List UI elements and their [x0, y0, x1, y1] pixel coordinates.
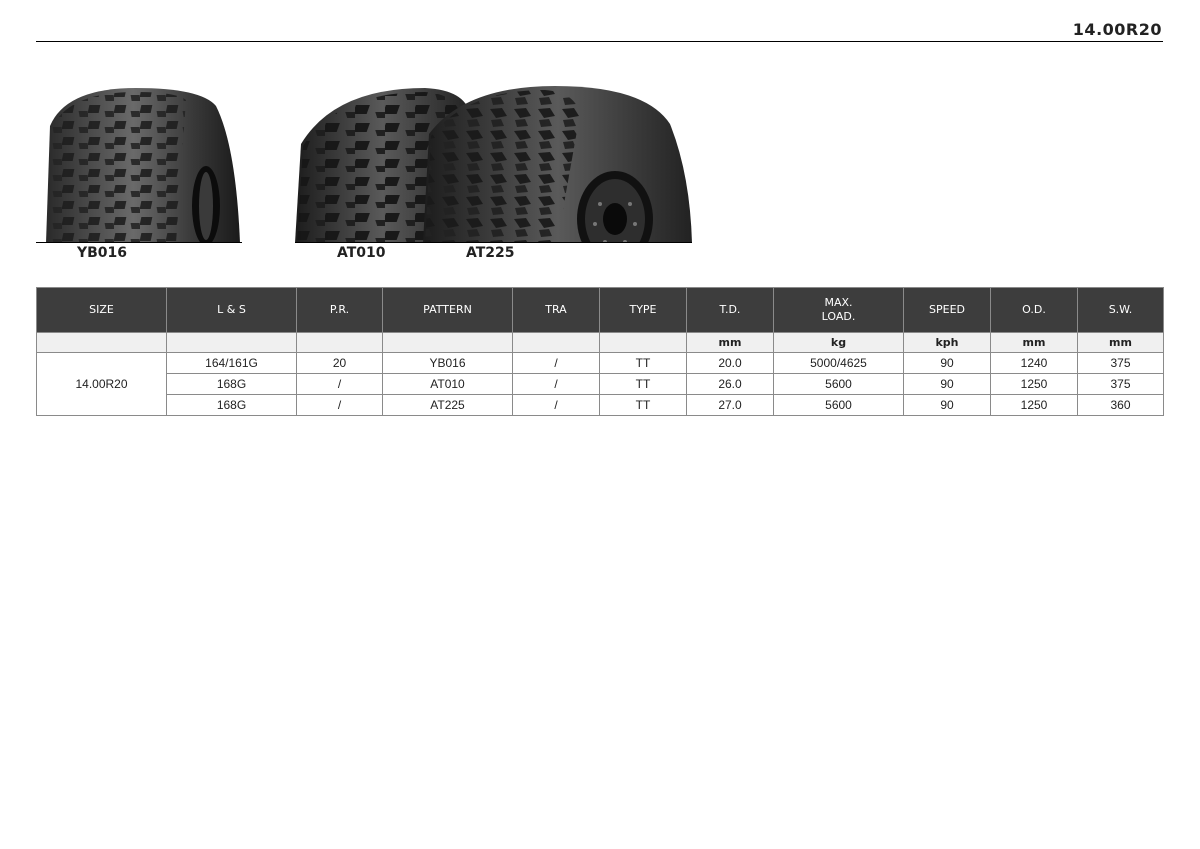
- table-cell: /: [297, 395, 383, 416]
- table-row: [37, 374, 1164, 395]
- spec-table: [36, 287, 1164, 416]
- table-cell: TT: [600, 374, 687, 395]
- table-cell: 90: [904, 395, 991, 416]
- table-row: [37, 353, 1164, 374]
- table-cell: /: [297, 374, 383, 395]
- unit-cell: [37, 333, 167, 353]
- table-cell: 20: [297, 353, 383, 374]
- table-cell: 20.0: [687, 353, 774, 374]
- table-cell: 164/161G: [167, 353, 297, 374]
- header-overall-diameter: O.D.: [991, 288, 1078, 333]
- unit-cell: mm: [687, 333, 774, 353]
- table-cell: 1250: [991, 374, 1078, 395]
- header-load-speed: L & S: [167, 288, 297, 333]
- header-max-load: MAX. LOAD.: [774, 288, 904, 333]
- tire-image-yb016: [36, 86, 242, 243]
- ground-line-at: [295, 242, 692, 243]
- unit-cell: kg: [774, 333, 904, 353]
- size-cell: 14.00R20: [37, 353, 167, 416]
- table-row: [37, 395, 1164, 416]
- header-type: TYPE: [600, 288, 687, 333]
- header-row: [37, 288, 1164, 333]
- unit-cell: kph: [904, 333, 991, 353]
- table-cell: 1250: [991, 395, 1078, 416]
- page-title: 14.00R20: [1072, 20, 1162, 39]
- header-ply-rating: P.R.: [297, 288, 383, 333]
- pattern-label-yb016: YB016: [77, 245, 128, 261]
- unit-cell: [513, 333, 600, 353]
- table-cell: TT: [600, 395, 687, 416]
- ground-line-yb016: [36, 242, 242, 243]
- header-tread-depth: T.D.: [687, 288, 774, 333]
- table-cell: /: [513, 353, 600, 374]
- table-cell: 5600: [774, 395, 904, 416]
- table-cell: 26.0: [687, 374, 774, 395]
- table-cell: /: [513, 395, 600, 416]
- pattern-label-at225: AT225: [466, 245, 515, 261]
- header-section-width: S.W.: [1078, 288, 1164, 333]
- table-cell: 375: [1078, 353, 1164, 374]
- table-cell: 27.0: [687, 395, 774, 416]
- tire-image-at010-at225: [295, 84, 692, 243]
- header-pattern: PATTERN: [383, 288, 513, 333]
- table-cell: TT: [600, 353, 687, 374]
- table-cell: /: [513, 374, 600, 395]
- title-rule: [36, 41, 1163, 42]
- table-cell: 168G: [167, 395, 297, 416]
- header-speed: SPEED: [904, 288, 991, 333]
- table-cell: YB016: [383, 353, 513, 374]
- pattern-label-at010: AT010: [337, 245, 386, 261]
- table-cell: AT225: [383, 395, 513, 416]
- table-cell: 5000/4625: [774, 353, 904, 374]
- unit-cell: [600, 333, 687, 353]
- table-cell: 5600: [774, 374, 904, 395]
- table-cell: 1240: [991, 353, 1078, 374]
- table-cell: 375: [1078, 374, 1164, 395]
- table-cell: 90: [904, 353, 991, 374]
- table-cell: 168G: [167, 374, 297, 395]
- header-size: SIZE: [37, 288, 167, 333]
- table-cell: 90: [904, 374, 991, 395]
- header-tra: TRA: [513, 288, 600, 333]
- table-cell: 360: [1078, 395, 1164, 416]
- table-cell: AT010: [383, 374, 513, 395]
- unit-cell: [167, 333, 297, 353]
- unit-row: [37, 333, 1164, 353]
- unit-cell: mm: [1078, 333, 1164, 353]
- unit-cell: [297, 333, 383, 353]
- unit-cell: [383, 333, 513, 353]
- unit-cell: mm: [991, 333, 1078, 353]
